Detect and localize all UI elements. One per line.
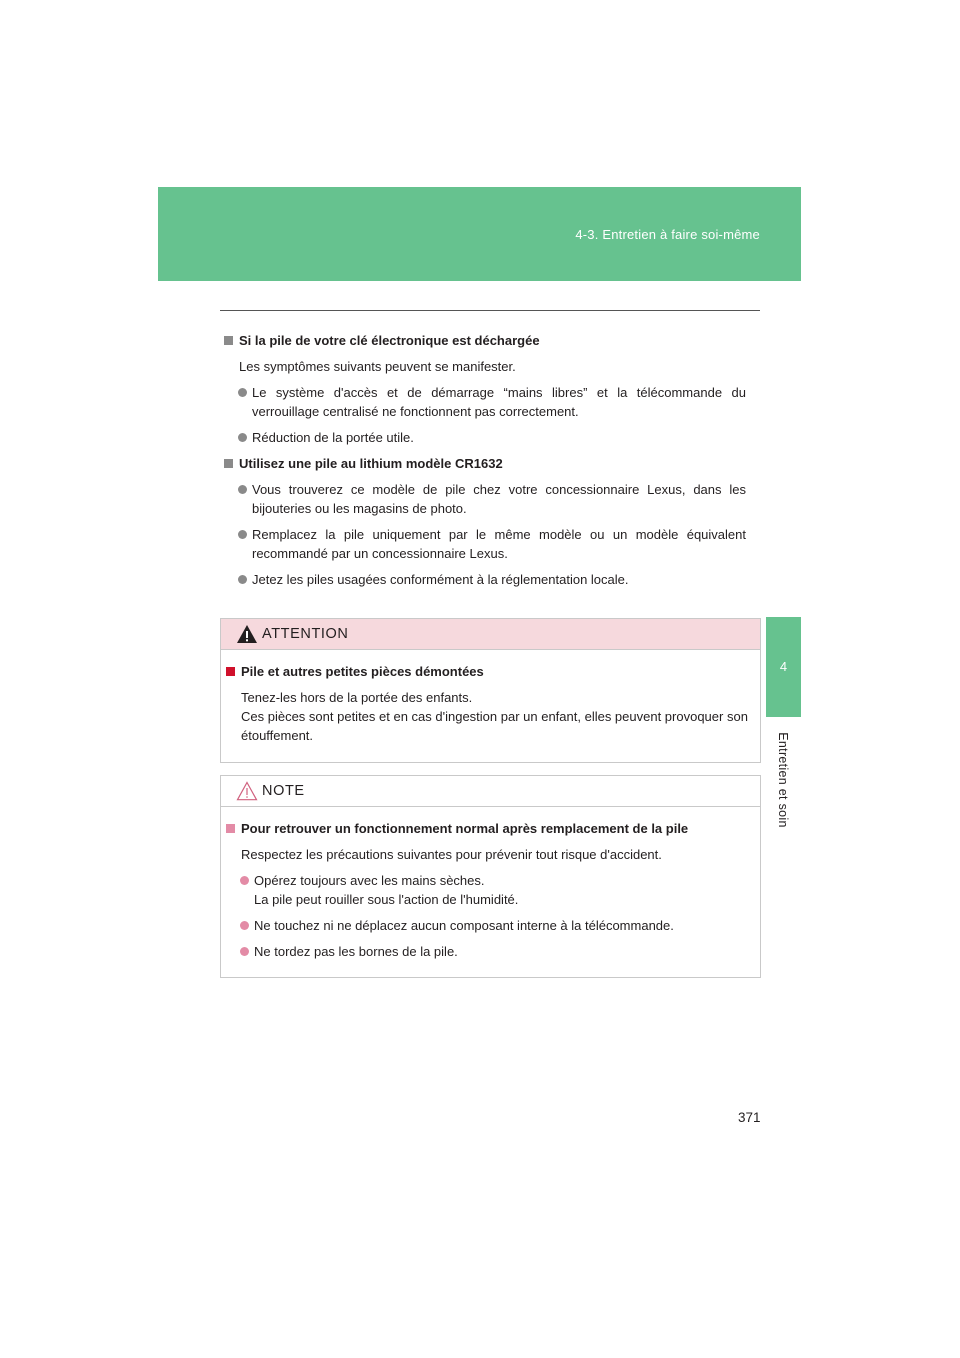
page-number: 371 (738, 1110, 761, 1125)
section-heading-text: Utilisez une pile au lithium modèle CR1632 (239, 456, 503, 471)
chapter-tab (766, 617, 801, 717)
section-divider (220, 310, 760, 311)
note-title: NOTE (262, 783, 305, 799)
square-bullet-icon (224, 459, 233, 468)
attention-title: ATTENTION (262, 626, 349, 642)
list-item-text: Vous trouverez ce modèle de pile chez votre concessionnaire Lexus, dans les bijouteries ou les magasins de photo. (252, 482, 746, 516)
list-item (226, 942, 754, 961)
attention-heading (226, 662, 754, 681)
square-bullet-icon (226, 667, 235, 676)
section-intro: Les symptômes suivants peuvent se manifester. (239, 359, 516, 374)
list-item (224, 428, 746, 447)
attention-box (220, 618, 761, 763)
chapter-label: Entretien et soin (776, 732, 790, 828)
circle-bullet-icon (238, 575, 247, 584)
note-heading (226, 819, 754, 838)
attention-header (221, 619, 760, 650)
note-body (221, 807, 760, 961)
attention-line: Tenez-les hors de la portée des enfants. (241, 690, 473, 705)
note-box (220, 775, 761, 978)
list-item-text: Remplacez la pile uniquement par le même modèle ou un modèle équivalent recommandé par un concessionnaire Lexus. (252, 527, 746, 561)
square-bullet-icon (226, 824, 235, 833)
warning-triangle-icon (236, 781, 258, 801)
circle-bullet-icon (238, 433, 247, 442)
main-content (224, 331, 746, 596)
header-band (158, 187, 801, 281)
chapter-number: 4 (779, 659, 788, 674)
section-heading (224, 454, 746, 473)
list-item (226, 871, 754, 909)
circle-bullet-icon (238, 485, 247, 494)
circle-bullet-icon (238, 530, 247, 539)
list-item (224, 383, 746, 421)
list-item-text: La pile peut rouiller sous l'action de l'humidité. (254, 892, 519, 907)
circle-bullet-icon (238, 388, 247, 397)
attention-heading-text: Pile et autres petites pièces démontées (241, 664, 484, 679)
list-item-text: Réduction de la portée utile. (252, 430, 414, 445)
note-header (221, 776, 760, 807)
note-intro: Respectez les précautions suivantes pour prévenir tout risque d'accident. (241, 847, 662, 862)
section-heading (224, 331, 746, 350)
list-item (224, 525, 746, 563)
list-item (224, 570, 746, 589)
attention-text (226, 688, 754, 745)
circle-bullet-icon (240, 876, 249, 885)
circle-bullet-icon (240, 921, 249, 930)
attention-body (221, 650, 760, 745)
attention-line: Ces pièces sont petites et en cas d'ingestion par un enfant, elles peuvent provoquer son étouffement. (241, 709, 748, 743)
circle-bullet-icon (240, 947, 249, 956)
list-item-text: Jetez les piles usagées conformément à la réglementation locale. (252, 572, 629, 587)
list-item-text: Le système d'accès et de démarrage “mains libres” et la télécommande du verrouillage centralisé ne fonctionnent pas correctement. (252, 385, 746, 419)
note-heading-text: Pour retrouver un fonctionnement normal après remplacement de la pile (241, 821, 689, 836)
list-item (224, 480, 746, 518)
list-item-text: Ne tordez pas les bornes de la pile. (254, 944, 458, 959)
warning-triangle-icon (236, 624, 258, 644)
section-heading-text: Si la pile de votre clé électronique est déchargée (239, 333, 540, 348)
list-item (226, 916, 754, 935)
list-item-text: Opérez toujours avec les mains sèches. (254, 873, 485, 888)
section-title: 4-3. Entretien à faire soi-même (575, 227, 760, 242)
square-bullet-icon (224, 336, 233, 345)
list-item-text: Ne touchez ni ne déplacez aucun composant interne à la télécommande. (254, 918, 674, 933)
